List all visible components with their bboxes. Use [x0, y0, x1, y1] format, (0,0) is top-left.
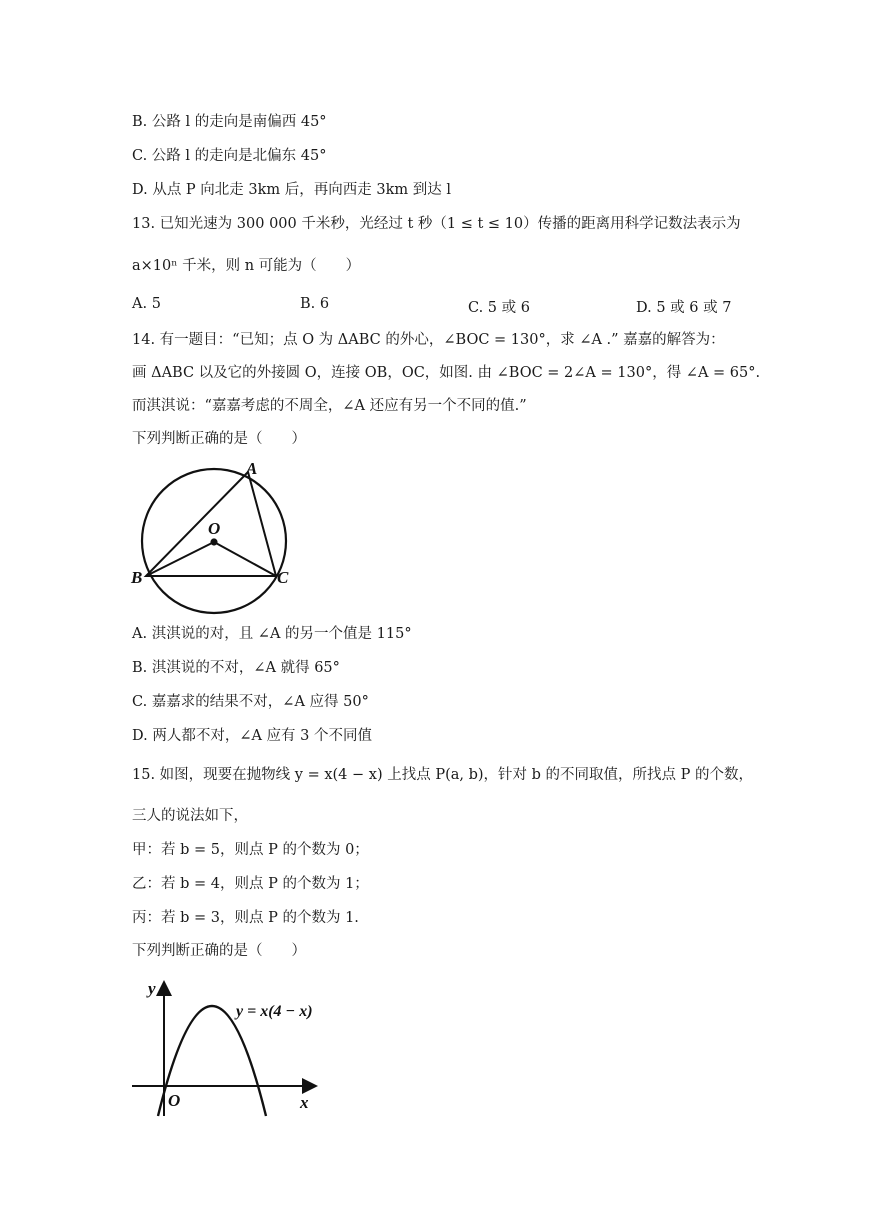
q14-prompt: 下列判断正确的是（ ）	[132, 431, 306, 447]
q14-option-b: B. 淇淇说的不对，∠A 就得 65°	[132, 660, 340, 676]
label-o: O	[208, 519, 221, 538]
q14-option-a: A. 淇淇说的对，且 ∠A 的另一个值是 115°	[132, 626, 412, 642]
q15-statement-bing: 丙：若 b = 3，则点 P 的个数为 1.	[132, 910, 359, 926]
label-c: C	[277, 568, 289, 587]
q15-prompt: 下列判断正确的是（ ）	[132, 943, 306, 959]
q15-stem-line2: 三人的说法如下，	[132, 808, 248, 824]
axis-label-x: x	[300, 1093, 309, 1112]
q13-option-c: C. 5 或 6	[468, 300, 530, 316]
q13-stem-line1: 13. 已知光速为 300 000 千米秒，光经过 t 秒（1 ≤ t ≤ 10）传播的距离用科学记数法表示为	[132, 216, 741, 232]
center-dot	[210, 538, 217, 545]
q14-stem-line3: 而淇淇说：“嘉嘉考虑的不周全，∠A 还应有另一个不同的值.”	[132, 398, 527, 414]
q14-circle-figure	[128, 458, 308, 616]
q15-statement-jia: 甲：若 b = 5，则点 P 的个数为 0；	[132, 842, 369, 858]
q15-parabola-figure	[128, 976, 328, 1120]
q12-option-b: B. 公路 l 的走向是南偏西 45°	[132, 114, 327, 130]
q15-stem-line1: 15. 如图，现要在抛物线 y = x(4 − x) 上找点 P(a, b)，针对 b 的不同取值，所找点 P 的个数，	[132, 767, 754, 783]
q13-option-b: B. 6	[300, 296, 330, 312]
q13-option-a: A. 5	[132, 296, 161, 312]
label-b: B	[131, 568, 143, 587]
q13-option-d: D. 5 或 6 或 7	[636, 300, 732, 316]
axis-label-y: y	[148, 979, 156, 998]
origin-label: O	[168, 1091, 181, 1110]
q12-option-d: D. 从点 P 向北走 3km 后，再向西走 3km 到达 l	[132, 182, 452, 198]
label-a: A	[246, 459, 258, 478]
q14-stem-line2: 画 ΔABC 以及它的外接圆 O，连接 OB，OC，如图. 由 ∠BOC = 2∠A = 130°，得 ∠A = 65°.	[132, 365, 761, 381]
q13-stem-line2: a×10ⁿ 千米，则 n 可能为（ ）	[132, 258, 361, 274]
q13-options	[132, 296, 772, 316]
q15-statement-yi: 乙：若 b = 4，则点 P 的个数为 1；	[132, 876, 369, 892]
q14-option-c: C. 嘉嘉求的结果不对，∠A 应得 50°	[132, 694, 369, 710]
q14-option-d: D. 两人都不对，∠A 应有 3 个不同值	[132, 728, 372, 744]
segment-ob	[146, 542, 214, 576]
q14-stem-line1: 14. 有一题目：“已知；点 O 为 ΔABC 的外心，∠BOC = 130°，求 ∠A .” 嘉嘉的解答为：	[132, 332, 725, 348]
q12-option-c: C. 公路 l 的走向是北偏东 45°	[132, 148, 327, 164]
curve-label: y = x(4 − x)	[236, 1003, 313, 1020]
segment-oc	[214, 542, 276, 576]
